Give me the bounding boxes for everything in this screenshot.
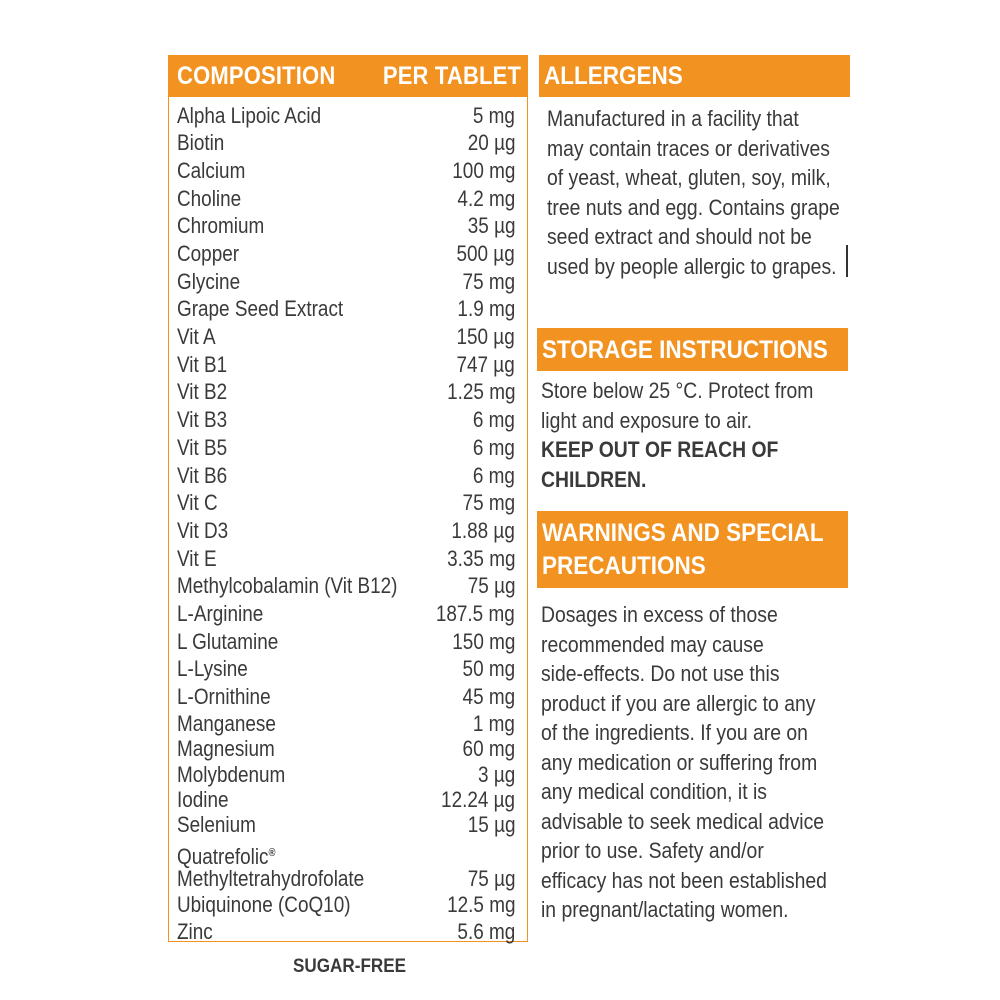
ingredient-name: Magnesium: [177, 736, 275, 761]
ingredient-name: Methylcobalamin (Vit B12): [177, 573, 398, 598]
ingredient-name: Alpha Lipoic Acid: [177, 103, 322, 128]
storage-heading: [537, 328, 848, 371]
composition-row: [169, 919, 527, 947]
ingredient-amount: 6 mg: [472, 435, 515, 460]
composition-row: [169, 379, 527, 407]
ingredient-amount: 20 µg: [467, 130, 515, 155]
ingredient-amount: 5.6 mg: [457, 919, 515, 944]
sugar-free-label: SUGAR-FREE: [293, 956, 407, 977]
warnings-line: in pregnant/lactating women.: [541, 897, 789, 922]
warnings-line: any medical condition, it is: [541, 779, 767, 804]
ingredient-amount: 75 µg: [467, 866, 515, 891]
ingredient-amount: 150 µg: [456, 324, 515, 349]
composition-row: [169, 812, 527, 840]
ingredient-amount: 747 µg: [456, 352, 515, 377]
composition-row: [169, 130, 527, 158]
ingredient-amount: 12.5 mg: [446, 892, 515, 917]
ingredient-amount: 75 mg: [462, 269, 515, 294]
ingredient-name: Vit B3: [177, 407, 228, 432]
ingredient-amount: 1.9 mg: [457, 296, 515, 321]
ingredient-amount: 50 mg: [462, 656, 515, 681]
composition-row: [169, 601, 527, 629]
allergens-line: of yeast, wheat, gluten, soy, milk,: [547, 165, 831, 190]
composition-row: [169, 711, 527, 739]
storage-text: [541, 376, 851, 494]
ingredient-name: Zinc: [177, 919, 213, 944]
warnings-line: of the ingredients. If you are on: [541, 720, 808, 745]
text-cursor: [846, 245, 848, 277]
composition-row: [169, 629, 527, 657]
composition-header-label: COMPOSITION: [177, 62, 336, 90]
composition-row: [169, 269, 527, 297]
ingredient-name: Vit D3: [177, 518, 229, 543]
ingredient-amount: 500 µg: [456, 241, 515, 266]
composition-row: [169, 573, 527, 601]
allergens-line: tree nuts and egg. Contains grape: [547, 194, 840, 220]
warnings-line: prior to use. Safety and/or: [541, 838, 764, 863]
ingredient-name: Vit B5: [177, 435, 228, 460]
registered-mark: ®: [268, 847, 276, 859]
composition-row: [169, 684, 527, 712]
ingredient-name: Vit B2: [177, 379, 228, 404]
ingredient-amount: 3 µg: [477, 762, 515, 787]
allergens-heading: [539, 55, 850, 97]
composition-row: [169, 324, 527, 352]
composition-row: [169, 352, 527, 380]
composition-row: [169, 892, 527, 920]
ingredient-amount: 100 mg: [451, 158, 515, 183]
allergens-line: may contain traces or derivatives: [547, 135, 830, 161]
ingredient-name: Choline: [177, 186, 242, 211]
allergens-line: seed extract and should not be: [547, 224, 812, 249]
warnings-line: efficacy has not been established: [541, 867, 827, 893]
ingredient-name: Manganese: [177, 711, 276, 736]
ingredient-amount: 1 mg: [472, 711, 515, 736]
composition-row: [169, 158, 527, 186]
allergens-title: ALLERGENS: [544, 62, 683, 90]
warnings-line: any medication or suffering from: [541, 749, 818, 775]
warnings-line: Dosages in excess of those: [541, 602, 778, 627]
per-tablet-header-label: PER TABLET: [382, 62, 521, 90]
storage-title: STORAGE INSTRUCTIONS: [542, 336, 828, 364]
ingredient-name: Vit B1: [177, 352, 228, 377]
ingredient-name: Selenium: [177, 812, 256, 837]
composition-row: [169, 787, 527, 815]
ingredient-name: L-Ornithine: [177, 684, 271, 709]
composition-row: [169, 241, 527, 269]
storage-warning-line: KEEP OUT OF REACH OF: [541, 437, 779, 462]
ingredient-name: Vit C: [177, 490, 218, 515]
composition-row: [169, 762, 527, 790]
warnings-title-line2: PRECAUTIONS: [542, 552, 706, 580]
ingredient-name: Molybdenum: [177, 762, 286, 787]
ingredient-amount: 75 µg: [467, 573, 515, 598]
ingredient-amount: 150 mg: [451, 629, 515, 654]
ingredient-name: Ubiquinone (CoQ10): [177, 892, 351, 917]
composition-table: [168, 55, 528, 942]
storage-warning-line: CHILDREN.: [541, 466, 647, 492]
ingredient-amount: 5 mg: [472, 103, 515, 128]
warnings-line: recommended may cause: [541, 631, 764, 657]
composition-row: [169, 213, 527, 241]
ingredient-amount: 6 mg: [472, 463, 515, 488]
composition-row: [169, 435, 527, 463]
composition-row: [169, 736, 527, 764]
ingredient-amount: 1.25 mg: [446, 379, 515, 404]
ingredient-name: Biotin: [177, 130, 225, 155]
ingredient-name: Grape Seed Extract: [177, 296, 344, 321]
ingredient-amount: 60 mg: [462, 736, 515, 761]
ingredient-name: Calcium: [177, 158, 246, 183]
composition-row: [169, 866, 527, 894]
composition-row: [169, 407, 527, 435]
ingredient-amount: 6 mg: [472, 407, 515, 432]
allergens-line: used by people allergic to grapes.: [547, 253, 837, 279]
ingredient-name: Vit B6: [177, 463, 228, 488]
warnings-text: [541, 600, 866, 925]
ingredient-name: Glycine: [177, 269, 241, 294]
composition-row: [169, 518, 527, 546]
ingredient-name: Quatrefolic: [177, 844, 269, 869]
ingredient-name: Vit E: [177, 546, 217, 571]
composition-row: [169, 840, 527, 868]
ingredient-amount: 3.35 mg: [446, 546, 515, 571]
ingredient-amount: 12.24 µg: [440, 787, 515, 812]
ingredient-name: L-Lysine: [177, 656, 248, 681]
ingredient-amount: 187.5 mg: [436, 601, 515, 626]
warnings-line: product if you are allergic to any: [541, 690, 816, 716]
storage-line: light and exposure to air.: [541, 407, 752, 433]
composition-row: [169, 656, 527, 684]
allergens-text: [547, 104, 880, 281]
ingredient-name: L-Arginine: [177, 601, 264, 626]
warnings-line: advisable to seek medical advice: [541, 808, 825, 834]
allergens-line: Manufactured in a facility that: [547, 106, 799, 131]
ingredient-name: Vit A: [177, 324, 216, 349]
ingredient-amount: 75 mg: [462, 490, 515, 515]
composition-row: [169, 490, 527, 518]
storage-line: Store below 25 °C. Protect from: [541, 378, 814, 403]
warnings-title-line1: WARNINGS AND SPECIAL: [542, 519, 824, 547]
composition-row: [169, 186, 527, 214]
composition-row: [169, 546, 527, 574]
warnings-heading: [537, 511, 848, 588]
ingredient-amount: 1.88 µg: [451, 518, 515, 543]
composition-header: [169, 56, 527, 97]
ingredient-amount: 35 µg: [467, 213, 515, 238]
warnings-line: side-effects. Do not use this: [541, 661, 780, 686]
ingredient-name: Chromium: [177, 213, 265, 238]
ingredient-amount: 45 mg: [462, 684, 515, 709]
composition-row: [169, 463, 527, 491]
composition-row: [169, 296, 527, 324]
ingredient-amount: 4.2 mg: [457, 186, 515, 211]
ingredient-name: Methyltetrahydrofolate: [177, 866, 365, 891]
ingredient-amount: 15 µg: [467, 812, 515, 837]
ingredient-name: Iodine: [177, 787, 229, 812]
ingredient-name: Copper: [177, 241, 240, 266]
composition-row: [169, 103, 527, 131]
ingredient-name: L Glutamine: [177, 629, 279, 654]
